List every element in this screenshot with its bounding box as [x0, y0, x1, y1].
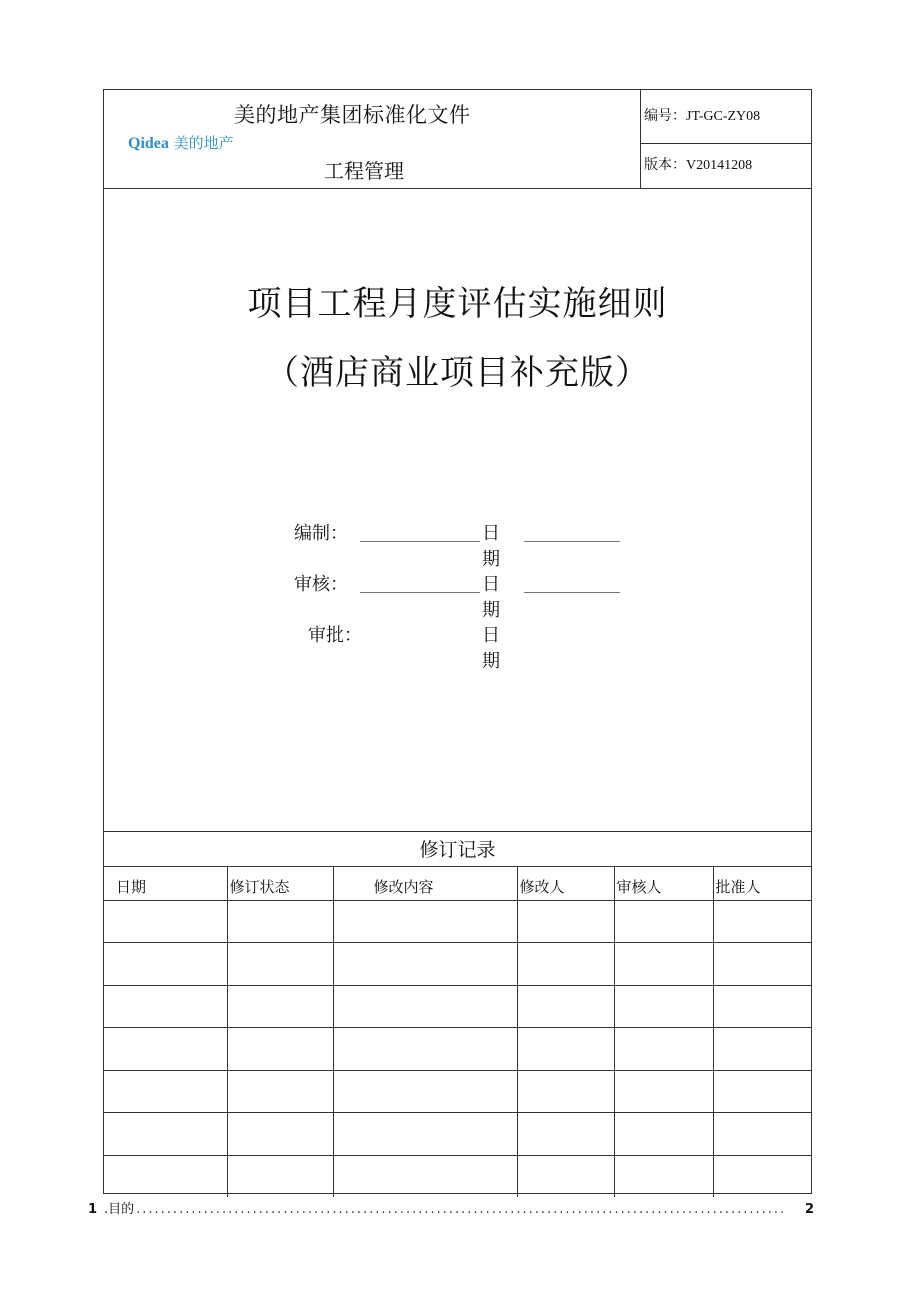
table-row	[104, 1155, 811, 1197]
prepared-name-line	[360, 541, 480, 542]
prepared-date-line	[524, 541, 620, 542]
toc-text: .目的	[104, 1202, 135, 1217]
col-approved-by: 批准人	[713, 867, 811, 900]
table-row	[104, 1070, 811, 1113]
revision-record	[104, 831, 811, 1197]
document-frame	[103, 89, 812, 1194]
col-modified-by: 修改人	[517, 867, 614, 900]
approved-date-label: 日期	[482, 625, 500, 672]
document-code: 编号：JT-GC-ZY08	[641, 90, 811, 144]
document-header	[104, 90, 811, 189]
company-title: 美的地产集团标准化文件	[234, 103, 471, 127]
table-row	[104, 943, 811, 986]
table-row	[104, 1028, 811, 1071]
department-title: 工程管理	[324, 159, 404, 183]
toc-page-number: 2	[804, 1202, 814, 1217]
col-revision-content: 修改内容	[333, 867, 517, 900]
header-meta	[641, 90, 811, 188]
document-subtitle: （酒店商业项目补充版）	[265, 353, 650, 393]
toc-number: 1	[88, 1202, 98, 1217]
revision-header-row	[104, 867, 811, 900]
toc-leader-dots: ..........................................................................................................	[136, 1202, 787, 1217]
toc-entry[interactable]	[88, 1198, 814, 1217]
prepared-label: 编制：	[294, 523, 348, 544]
reviewed-date-line	[524, 592, 620, 593]
prepared-date-label: 日期	[482, 523, 500, 570]
revision-table	[104, 867, 811, 1197]
col-reviewed-by: 审核人	[614, 867, 713, 900]
col-revision-status: 修订状态	[227, 867, 333, 900]
reviewed-date-label: 日期	[482, 574, 500, 621]
logo-text: 美的地产	[168, 134, 234, 152]
col-date: 日期	[104, 867, 227, 900]
table-row	[104, 1113, 811, 1156]
table-row	[104, 900, 811, 943]
document-version: 版本：V20141208	[644, 158, 753, 173]
revision-title: 修订记录	[104, 831, 811, 867]
logo-brand: Qidea	[128, 135, 169, 152]
reviewed-name-line	[360, 592, 480, 593]
table-row	[104, 985, 811, 1028]
company-logo	[128, 132, 234, 153]
reviewed-label: 审核：	[294, 574, 348, 595]
header-left-cell	[104, 90, 641, 188]
approved-label: 审批：	[308, 625, 362, 646]
document-title: 项目工程月度评估实施细则	[247, 284, 668, 324]
